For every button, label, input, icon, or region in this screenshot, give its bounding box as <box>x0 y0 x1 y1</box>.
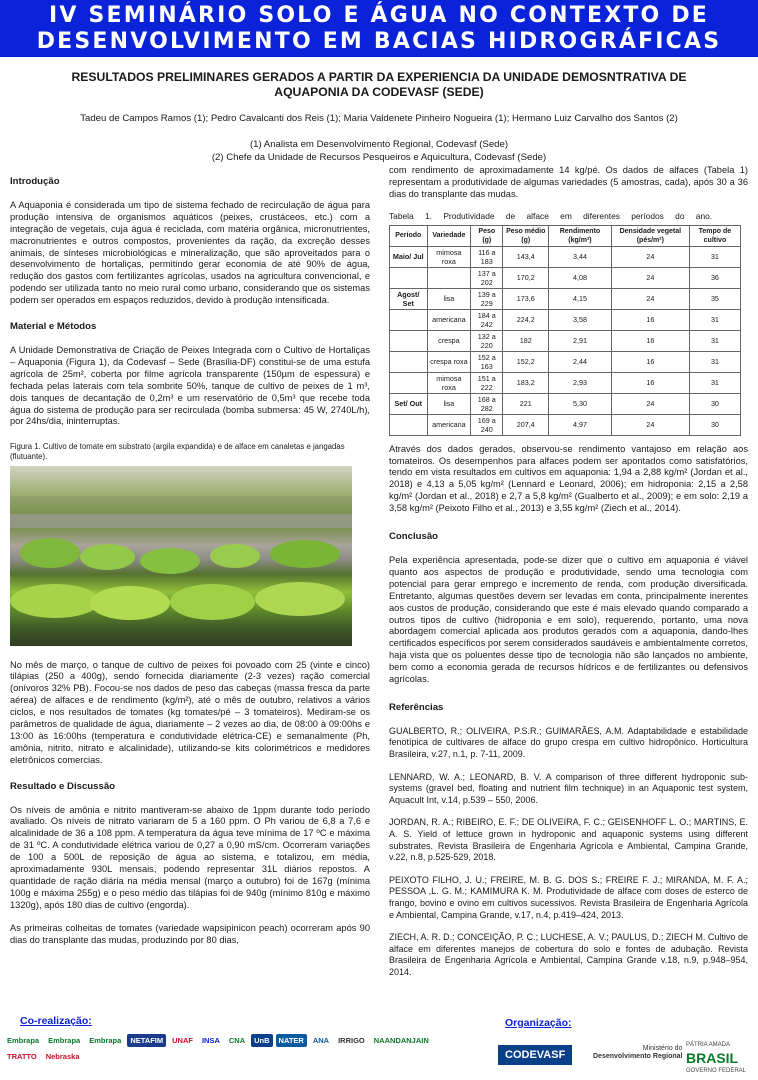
table-cell: lisa <box>427 393 471 414</box>
table-cell: 31 <box>689 330 740 351</box>
intro-text: A Aquaponia é considerada um tipo de sistema fechado de recirculação de água para produção intensiva de organismos aquáticos (peixes, crustáceos, etc.) com a integração de vegetais, cuja água é reciclada, com matéria orgânica, micronutrientes, macronutrientes e outros compostos, provenientes da ração, da excreção desses animais, de sínteses microbiológicas e mineralização, que são aproveitados para o desenvolvimento de hortaliças, permitindo gerar economia de até 90% de água, redução dos gastos com fertilizantes agrícolas, usados na agricultura convencional, e podendo ser utilizada tanto no meio rural como urbano, considerando que os sistemas podem ser operados em espaços reduzidos, devido à produção intensificada. <box>10 199 370 306</box>
table-cell: 24 <box>611 246 689 267</box>
table-row <box>390 393 741 414</box>
logo-naandanjain: NAANDANJAIN <box>373 1036 429 1045</box>
ministerio-line-2: Desenvolvimento Regional <box>593 1053 683 1060</box>
table-cell: crespa roxa <box>427 351 471 372</box>
table-cell: 24 <box>611 267 689 288</box>
left-column <box>10 176 370 958</box>
logo-nebraska: Nebraska <box>45 1052 80 1061</box>
reference-item: LENNARD, W. A.; LEONARD, B. V. A comparison of three different hydroponic sub-systems (gravel bed, floating and nutrient film technique) in an Aquaponic test system, Aquacult Int, v.14, p.539 – 550, 2006. <box>389 771 748 805</box>
table-cell: 24 <box>611 393 689 414</box>
affiliation-1: (1) Analista em Desenvolvimento Regional, Codevasf (Sede) <box>249 139 509 150</box>
table-cell: 4,97 <box>549 414 612 435</box>
table-cell: 2,91 <box>549 330 612 351</box>
table-cell <box>390 351 428 372</box>
conclusion-heading: Conclusão <box>389 531 439 543</box>
table-cell: 24 <box>611 288 689 309</box>
table-cell: 224,2 <box>503 309 549 330</box>
table-cell: 3,58 <box>549 309 612 330</box>
table-cell <box>427 267 471 288</box>
figure-caption: Figura 1. Cultivo de tomate em substrato (argila expandida) e de alface em canaletas e jangadas (flutuante). <box>10 442 345 461</box>
logo-insa: INSA <box>201 1036 220 1045</box>
table-header-cell: Rendimento (kg/m²) <box>549 225 612 246</box>
table-cell: 2,93 <box>549 372 612 393</box>
table-cell: 168 a 282 <box>471 393 503 414</box>
table-cell: 169 a 240 <box>471 414 503 435</box>
footer <box>0 1012 758 1080</box>
table-cell: 3,44 <box>549 246 612 267</box>
table-cell: 31 <box>689 309 740 330</box>
logo-cna: CNA <box>228 1036 246 1045</box>
table-row <box>390 351 741 372</box>
references-heading: Referências <box>389 701 444 713</box>
ministerio-logo <box>593 1045 682 1061</box>
table-row <box>390 414 741 435</box>
table-cell: 152 a 163 <box>471 351 503 372</box>
table-cell: 36 <box>689 267 740 288</box>
table-cell: 182 <box>503 330 549 351</box>
table-cell: 170,2 <box>503 267 549 288</box>
header-banner <box>0 0 758 57</box>
table-cell: Agost/ Set <box>390 288 428 309</box>
ministerio-line-1: Ministério do <box>642 1045 683 1052</box>
reference-item: GUALBERTO, R.; OLIVEIRA, P.S.R.; GUIMARÃES, A.M. Adaptabilidade e estabilidade fenotípica de cultivares de alface do grupo crespa em cultivo hidropônico. Horticultura Brasileira, v.27, n.1, p. 7-11, 2009. <box>389 725 748 760</box>
logo-irrigo: IRRIGO <box>338 1036 365 1045</box>
discussion-text: Através dos dados gerados, observou-se rendimento vantajoso em relação aos tomateiros. Os desempenhos para alfaces podem ser apontados como satisfatórios, tendo em vista resultados em cultivos em aquaponia: 1,94 a 2,88 kg/m² (Jordan et al., 2018) e 4,13 a 5,05 kg/m² (Lennard e Leonard, 2006); em hidroponia: 2,15 a 2,58 kg/m² (Jordan et al., 2018) e 2,7 a 5,8 kg/m² (Gualberto et al., 2009); e em solo: 2,19 a 3,58 kg/m² (Peixoto Filho et al., 2013) e 3,55 kg/m² (Ziech et al., 2014). <box>389 443 748 514</box>
table-cell: lisa <box>427 288 471 309</box>
table-cell: 16 <box>611 372 689 393</box>
right-column <box>389 165 748 990</box>
table-header-cell: Tempo de cultivo <box>689 225 740 246</box>
table-cell: 30 <box>689 393 740 414</box>
governo-federal-logo <box>686 1039 746 1078</box>
table-row <box>390 288 741 309</box>
results-text-3: com rendimento de aproximadamente 14 kg/pé. Os dados de alfaces (Tabela 1) representam a produtividade de algumas variedades (5 amostras, cada), após 30 a 36 dias do transplante das mudas. <box>389 165 748 199</box>
table-cell: 4,08 <box>549 267 612 288</box>
logo-unb: UnB <box>251 1034 272 1047</box>
table-header-cell: Peso (g) <box>471 225 503 246</box>
conclusion-text: Pela experiência apresentada, pode-se dizer que o cultivo em aquaponia é viável quanto aos aspectos de produção e produtividade, sendo uma tecnologia com potencial para gerar emprego e incremento de renda, com produção diversificada. Entretanto, algumas questões devem ser levadas em conta, principalmente inerentes aos custos de produção, considerando que este é mais elevado quando comparado a outros tipos de cultivo (hidroponia e em solo), requerendo, portanto, uma nova abordagem comercial aplicada aos produtos gerados com a aquaponia, dando-lhes certificados específicos por serem considerados saudáveis e ambientalmente corretos, haja vista que os poluentes desse tipo de tecnologia não são lançados no ambiente, bem como a economia gerada de recursos hídricos e de fertilizantes ou defensivos agrícolas. <box>389 554 748 685</box>
table-cell: 2,44 <box>549 351 612 372</box>
table-cell: 35 <box>689 288 740 309</box>
table-cell: 173,6 <box>503 288 549 309</box>
results-text-2: As primeiras colheitas de tomates (variedade wapsipinicon peach) ocorreram após 90 dias do transplante das mudas, produzindo por 80 dias, <box>10 922 370 945</box>
greenhouse-photo <box>10 466 352 646</box>
table-cell: 16 <box>611 309 689 330</box>
paper-title <box>20 70 738 100</box>
table-row <box>390 330 741 351</box>
table-cell: 151 a 222 <box>471 372 503 393</box>
table-cell: mimosa roxa <box>427 246 471 267</box>
productivity-table <box>389 225 741 436</box>
table-cell: 116 a 183 <box>471 246 503 267</box>
logo-tratto: TRATTO <box>7 1052 37 1061</box>
logo-embrapa-3: Embrapa <box>89 1036 122 1045</box>
results-heading: Resultado e Discussão <box>10 780 116 792</box>
reference-item: ZIECH, A. R. D.; CONCEIÇÃO, P. C.; LUCHESE, A. V.; PAULUS, D.; ZIECH M. Cultivo de alface em diferentes manejos de cobertura do solo e fontes de adubação. Revista Brasileira de Engenharia Agrícola e Ambiental, Campina Grande v.18, n.9, p.948–954, 2014. <box>389 932 748 977</box>
table-cell: 139 a 229 <box>471 288 503 309</box>
logo-netafim: NETAFIM <box>127 1034 166 1047</box>
authors: Tadeu de Campos Ramos (1); Pedro Cavalcanti dos Reis (1); Maria Valdenete Pinheiro Nogueira (1); Hermano Luiz Carvalho dos Santos (2) <box>80 113 678 124</box>
logo-unaf: UNAF <box>172 1036 193 1045</box>
table-cell: 31 <box>689 246 740 267</box>
brasil-line-3: GOVERNO FEDERAL <box>686 1068 747 1074</box>
table-cell: 183,2 <box>503 372 549 393</box>
table-cell: Maio/ Jul <box>390 246 428 267</box>
table-cell: 207,4 <box>503 414 549 435</box>
logo-embrapa-2: Embrapa <box>48 1036 81 1045</box>
table-cell: americana <box>427 309 471 330</box>
table-cell: mimosa roxa <box>427 372 471 393</box>
table-cell: 24 <box>611 414 689 435</box>
organization-label: Organização: <box>505 1017 572 1029</box>
table-cell: 31 <box>689 372 740 393</box>
table-cell: 5,30 <box>549 393 612 414</box>
brasil-line-2: BRASIL <box>686 1050 739 1066</box>
logo-ana: ANA <box>312 1036 330 1045</box>
table-cell <box>390 309 428 330</box>
table-row <box>390 309 741 330</box>
intro-heading: Introdução <box>10 176 60 187</box>
table-cell: 31 <box>689 351 740 372</box>
title-line-2: AQUAPONIA DA CODEVASF (SEDE) <box>274 85 484 99</box>
table-header-cell: Período <box>390 225 428 246</box>
table-row <box>390 246 741 267</box>
affiliation-2: (2) Chefe da Unidade de Recursos Pesqueiros e Aquicultura, Codevasf (Sede) <box>211 151 547 163</box>
table-row <box>390 267 741 288</box>
co-realization-label: Co-realização: <box>20 1015 92 1027</box>
table-cell <box>390 330 428 351</box>
results-text: Os níveis de amônia e nitrito mantiveram-se abaixo de 1ppm durante todo período avaliado. Os níveis de nitrato variaram de 5 a 160 ppm. O Ph variou de 6,8 a 7,6 e alcalinidade de 36 a 108 ppm. A temperatura da água teve mínima de 17 ºC e máxima de 31 ºC. A condutividade elétrica variou de 0,27 a 0,90 mS/cm. Ocorreram variações de 100 a 500L de reposição de água ao sistema, e totalizou, em média, aproximadamente 930L mensais, podendo representar 31L diários repostos. A quantidade de ração diária na média mensal (março a outubro) foi de 167g (mínima 100g e máxima 255g) e o peso médio das tilápias foi de 940g (mínimo 810g e máximo 1320g), após 180 dias de cultivo (engorda). <box>10 804 370 910</box>
methods-text-2: No mês de março, o tanque de cultivo de peixes foi povoado com 25 (vinte e cinco) tilápias (250 a 400g), sendo fornecida diariamente (2-3 vezes) ração comercial (onívoros 32% PB). Focou-se nos dados de peso das cabeças (massa fresca da parte aérea) de alfaces e de rendimento (kg/m²), até o mês de outubro, relativos a vários ciclos, e nos resultados de tomates (kg tomates/pé – 3 tomateiros). Mediram-se os parâmetros de qualidade de água, diariamente – 2 vezes ao dia, de 08:00 à 09:00hs e 13:00 às 16:00hs (temperatura e condutividade elétrica-CE) e semanalmente (Ph, amônia, nitrito, nitrato e alcalinidade), utilizando-se kits colorimétricos e medidores eletrônicos comercias. <box>10 659 370 765</box>
co-realization-logos <box>4 1034 444 1063</box>
table-cell: 16 <box>611 351 689 372</box>
table-cell: 184 a 242 <box>471 309 503 330</box>
table-cell: 221 <box>503 393 549 414</box>
table-cell: americana <box>427 414 471 435</box>
table-cell <box>390 414 428 435</box>
logo-nater: NATER <box>276 1034 307 1047</box>
table-cell: 4,15 <box>549 288 612 309</box>
logo-embrapa-1: Embrapa <box>7 1036 40 1045</box>
table-cell: crespa <box>427 330 471 351</box>
table-body <box>390 246 741 435</box>
banner-line-1: IV SEMINÁRIO SOLO E ÁGUA NO CONTEXTO DE <box>48 3 710 28</box>
reference-item: JORDAN, R. A.; RIBEIRO, E. F.; DE OLIVEIRA, F. C.; GEISENHOFF L. O.; MARTINS, E. A. S. Yield of lettuce grown in hydroponic and aquaponic systems using different substrates. Revista Brasileira de Engenharia Agrícola e Ambiental, Campina Grande, v.22, n.8, p.525-529, 2018. <box>389 817 748 863</box>
table-row <box>390 372 741 393</box>
affiliations <box>0 139 758 164</box>
table-cell: 143,4 <box>503 246 549 267</box>
codevasf-logo: CODEVASF <box>498 1045 572 1065</box>
table-cell <box>390 267 428 288</box>
table-header-row <box>390 225 741 246</box>
methods-text: A Unidade Demonstrativa de Criação de Peixes Integrada com o Cultivo de Hortaliças – Aquaponia (Figura 1), da Codevasf – Sede (Brasília-DF) constitui-se de uma estufa agrícola de 25m², coberta por filme agrícola transparente (150µm de espessura) e fechada pelas laterais com tela sombrite 50%, tanque de cultivo de peixes de 1 m³, dois tanques de decantação de 0,2m³ e um reservatório de 0,5m³ que recebe toda água do sistema de produção para ser recirculada (bomba submersa: 45 W, 2740L/h), por 24hs/dia, ininterruptas. <box>10 344 370 427</box>
table-cell: 137 a 202 <box>471 267 503 288</box>
table-cell: 30 <box>689 414 740 435</box>
table-cell: 132 a 220 <box>471 330 503 351</box>
banner-line-2: DESENVOLVIMENTO EM BACIAS HIDROGRÁFICAS <box>36 29 722 54</box>
table-cell: Set/ Out <box>390 393 428 414</box>
table-cell: 152,2 <box>503 351 549 372</box>
brasil-line-1: PÁTRIA AMADA <box>686 1042 731 1048</box>
table-header-cell: Variedade <box>427 225 471 246</box>
table-header-cell: Densidade vegetal (pés/m²) <box>611 225 689 246</box>
table-caption: Tabela 1. Produtividade de alface em diferentes períodos do ano. <box>389 210 713 221</box>
title-line-1: RESULTADOS PRELIMINARES GERADOS A PARTIR DA EXPERIENCIA DA UNIDADE DEMOSNTRATIVA DE <box>71 70 687 84</box>
reference-item: PEIXOTO FILHO, J. U.; FREIRE, M. B. G. DOS S.; FREIRE F. J.; MIRANDA, M. F. A.; PESSOA ,L. G. M.; KAMIMURA K. M. Produtividade de alface com doses de esterco de frango, bovino e ovino em cultivos sucessivos. Revista Brasileira de Engenharia Agrícola e Ambiental, Campina Grande, v.17, n.4, p.419–424, 2013. <box>389 874 748 920</box>
methods-heading: Material e Métodos <box>10 321 97 333</box>
table-header-cell: Peso médio (g) <box>503 225 549 246</box>
table-cell <box>390 372 428 393</box>
table-cell: 16 <box>611 330 689 351</box>
